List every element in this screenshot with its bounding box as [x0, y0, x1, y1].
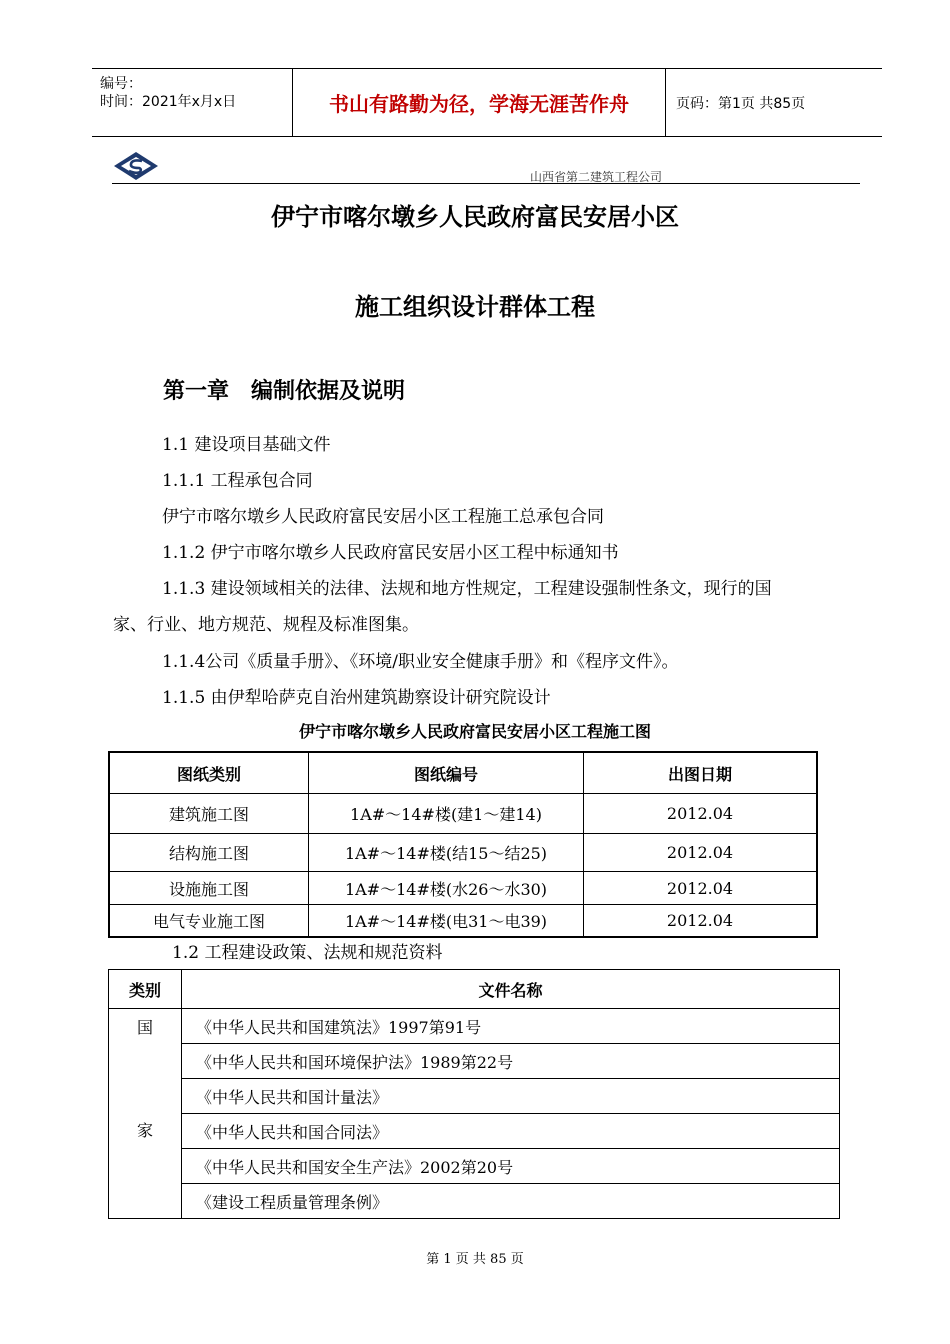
law-table — [108, 969, 840, 1219]
category-char: 家 — [136, 1121, 153, 1140]
table-row — [109, 1044, 840, 1079]
category-cell — [109, 1009, 182, 1219]
section-1-1-3: 1.1.3 建设领域相关的法律、法规和地方性规定，工程建设强制性条文，现行的国 — [162, 579, 772, 599]
section-1-1-2: 1.1.2 伊宁市喀尔墩乡人民政府富民安居小区工程中标通知书 — [162, 543, 619, 563]
company-name: 山西省第二建筑工程公司 — [530, 170, 663, 184]
table-cell: 《中华人民共和国建筑法》1997第91号 — [182, 1009, 840, 1044]
drawing-table — [108, 751, 818, 938]
section-1-2: 1.2 工程建设政策、法规和规范资料 — [172, 943, 443, 963]
table-cell: 《建设工程质量管理条例》 — [182, 1184, 840, 1219]
table-header-row — [109, 752, 817, 794]
table-cell: 结构施工图 — [109, 834, 309, 872]
column-header: 类别 — [109, 970, 182, 1009]
section-1-1: 1.1 建设项目基础文件 — [162, 435, 331, 455]
column-header: 图纸编号 — [309, 752, 584, 794]
column-header: 文件名称 — [182, 970, 840, 1009]
column-header: 出图日期 — [584, 752, 818, 794]
time-label: 时间：2021年x月x日 — [100, 94, 237, 110]
category-char: 国 — [136, 1018, 153, 1037]
header-meta-cell — [92, 69, 293, 136]
table-row — [109, 794, 817, 834]
section-1-1-4: 1.1.4公司《质量手册》、《环境/职业安全健康手册》和《程序文件》。 — [162, 652, 679, 672]
page-footer: 第 1 页 共 85 页 — [426, 1252, 524, 1267]
header-motto: 书山有路勤为径，学海无涯苦作舟 — [293, 69, 666, 136]
table-row — [109, 834, 817, 872]
table-cell: 《中华人民共和国计量法》 — [182, 1079, 840, 1114]
document-header — [92, 68, 882, 137]
contract-line: 伊宁市喀尔墩乡人民政府富民安居小区工程施工总承包合同 — [162, 507, 604, 527]
table-row — [109, 1079, 840, 1114]
column-header: 图纸类别 — [109, 752, 309, 794]
table-cell: 设施施工图 — [109, 872, 309, 905]
table-row — [109, 1149, 840, 1184]
table-cell: 1A#～14#楼(建1～建14) — [309, 794, 584, 834]
table-row — [109, 1009, 840, 1044]
table-cell: 建筑施工图 — [109, 794, 309, 834]
table-cell: 2012.04 — [584, 872, 818, 905]
company-logo-icon — [112, 150, 160, 182]
table-row — [109, 1114, 840, 1149]
document-title-line1: 伊宁市喀尔墩乡人民政府富民安居小区 — [271, 203, 679, 231]
section-1-1-5: 1.1.5 由伊犁哈萨克自治州建筑勘察设计研究院设计 — [162, 688, 551, 708]
table-cell: 1A#～14#楼(水26～水30) — [309, 872, 584, 905]
section-1-1-3-cont: 家、行业、地方规范、规程及标准图集。 — [113, 615, 419, 635]
number-label: 编号： — [100, 76, 142, 92]
header-rule — [112, 183, 860, 184]
header-page-info: 页码：第1页 共85页 — [676, 95, 806, 112]
table-cell: 2012.04 — [584, 905, 818, 937]
table-cell: 1A#～14#楼(电31～电39) — [309, 905, 584, 937]
table-cell: 2012.04 — [584, 794, 818, 834]
table-header-row — [109, 970, 840, 1009]
section-1-1-1: 1.1.1 工程承包合同 — [162, 471, 313, 491]
chapter-heading: 第一章 编制依据及说明 — [163, 379, 406, 404]
table-cell: 电气专业施工图 — [109, 905, 309, 937]
table-row — [109, 872, 817, 905]
table-cell: 《中华人民共和国安全生产法》2002第20号 — [182, 1149, 840, 1184]
table-row — [109, 905, 817, 937]
table-cell: 《中华人民共和国合同法》 — [182, 1114, 840, 1149]
table-row — [109, 1184, 840, 1219]
drawing-table-caption: 伊宁市喀尔墩乡人民政府富民安居小区工程施工图 — [298, 722, 651, 741]
document-title-line2: 施工组织设计群体工程 — [355, 293, 595, 321]
table-cell: 1A#～14#楼(结15～结25) — [309, 834, 584, 872]
table-cell: 《中华人民共和国环境保护法》1989第22号 — [182, 1044, 840, 1079]
table-cell: 2012.04 — [584, 834, 818, 872]
